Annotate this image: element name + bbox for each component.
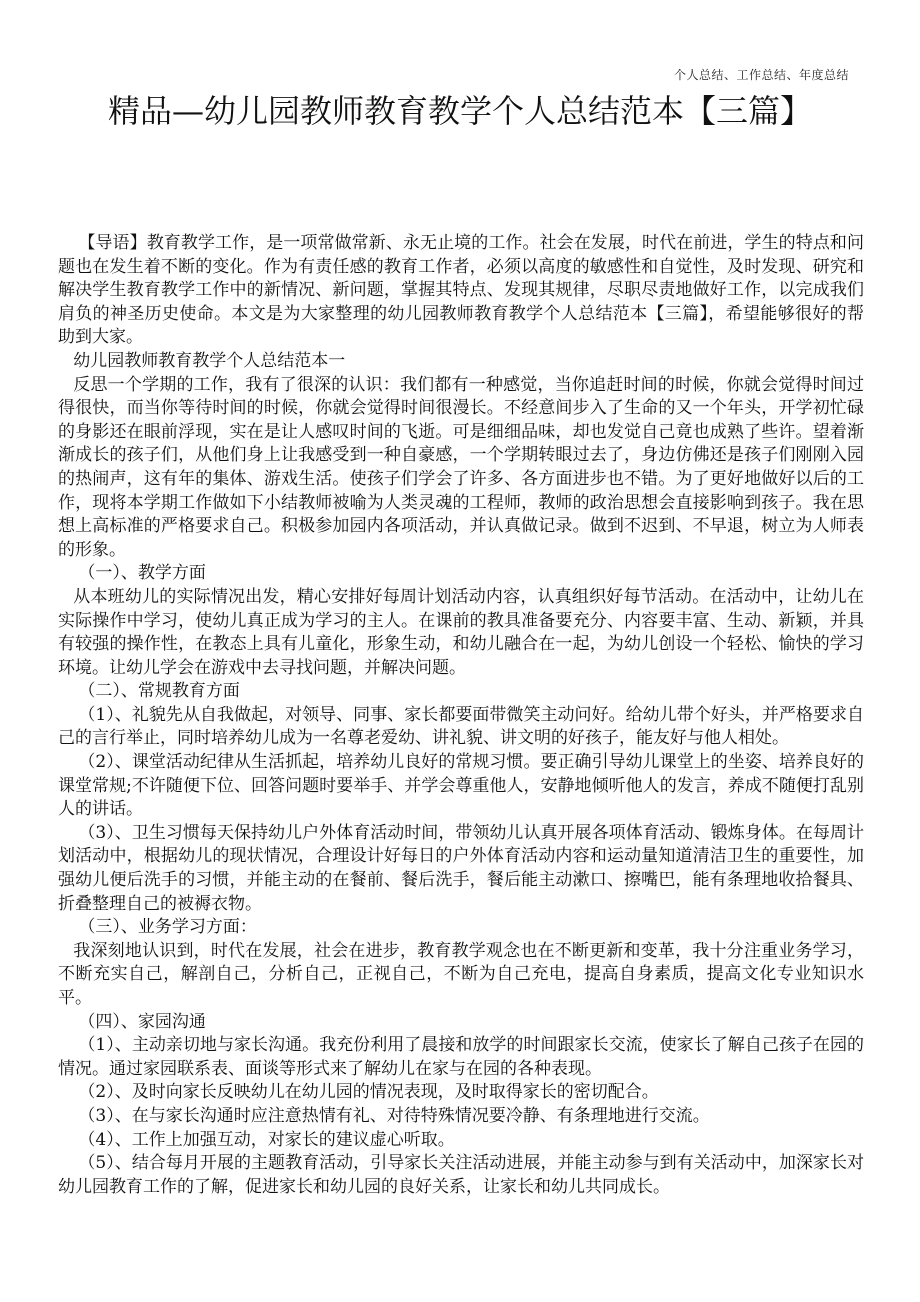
subsection-heading: （一）、教学方面 <box>78 563 206 584</box>
body-paragraph: 反思一个学期的工作，我有了很深的认识：我们都有一种感觉，当你追赶时间的时候，你就会觉得时间过得很快，而当你等待时间的时候，你就会觉得时间很漫长。不经意间步入了生命的又一个年头，开学初忙碌的身影还在眼前浮现，实在是让人感叹时间的飞逝。可是细细品味，却也发觉自己竟也成熟了些许。望着渐渐成长的孩子们，从他们身上让我感受到一种自豪感，一个学期转眼过去了，身边仿佛还是孩子们刚刚入园的热闹声，这有年的集体、游戏生活。使孩子们学会了许多、各方面进步也不错。为了更好地做好以后的工作，现将本学期工作做如下小结教师被喻为人类灵魂的工程师，教师的政治思想会直接影响到孩子。我在思想上高标准的严格要求自己。积极参加园内各项活动，并认真做记录。做到不迟到、不早退，树立为人师表的形象。 <box>58 374 864 560</box>
subsection-heading: （四）、家园沟通 <box>78 1011 206 1032</box>
header-note: 个人总结、工作总结、年度总结 <box>673 68 849 82</box>
list-item: （3）、在与家长沟通时应注意热情有礼、对待特殊情况要冷静、有条理地进行交流。 <box>78 1105 710 1126</box>
intro-paragraph: 【导语】教育教学工作，是一项常做常新、永无止境的工作。社会在发展，时代在前进，学生的特点和问题也在发生着不断的变化。作为有责任感的教育工作者，必须以高度的敏感性和自觉性，及时发现、研究和解决学生教育教学工作中的新情况、新问题，掌握其特点、发现其规律，尽职尽责地做好工作，以完成我们肩负的神圣历史使命。本文是为大家整理的幼儿园教师教育教学个人总结范本【三篇】，希望能够很好的帮助到大家。 <box>58 233 864 348</box>
list-item: （2）、及时向家长反映幼儿在幼儿园的情况表现，及时取得家长的密切配合。 <box>78 1082 659 1103</box>
list-item: （4）、工作上加强互动，对家长的建议虚心听取。 <box>78 1129 455 1150</box>
body-paragraph: 我深刻地认识到，时代在发展，社会在进步，教育教学观念也在不断更新和变革，我十分注重业务学习，不断充实自己，解剖自己，分析自己，正视自己，不断为自己充电，提高自身素质，提高文化专业知识水平。 <box>58 940 864 1008</box>
list-item: （1）、主动亲切地与家长沟通。我充份利用了晨接和放学的时间跟家长交流，使家长了解自己孩子在园的情况。通过家园联系表、面谈等形式来了解幼儿在家与在园的各种表现。 <box>58 1035 864 1079</box>
subsection-heading: （三）、业务学习方面： <box>78 917 257 938</box>
list-item: （1）、礼貌先从自我做起，对领导、同事、家长都要面带微笑主动问好。给幼儿带个好头，并严格要求自己的言行举止，同时培养幼儿成为一名尊老爱幼、讲礼貌、讲文明的好孩子，能友好与他人相处。 <box>58 704 864 749</box>
list-item: （2）、课堂活动纪律从生活抓起，培养幼儿良好的常规习惯。要正确引导幼儿课堂上的坐姿、培养良好的课堂常规;不许随便下位、回答问题时要举手、并学会尊重他人，安静地倾听他人的发言，养成不随便打乱别人的讲话。 <box>58 752 864 820</box>
document-body <box>58 232 864 1199</box>
body-paragraph: 从本班幼儿的实际情况出发，精心安排好每周计划活动内容，认真组织好每节活动。在活动中，让幼儿在实际操作中学习，使幼儿真正成为学习的主人。在课前的教具准备要充分、内容要丰富、生动、新颖，并具有较强的操作性，在教态上具有儿童化，形象生动，和幼儿融合在一起，为幼儿创设一个轻松、愉快的学习环境。让幼儿学会在游戏中去寻找问题，并解决问题。 <box>58 586 864 678</box>
list-item: （3）、卫生习惯每天保持幼儿户外体育活动时间，带领幼儿认真开展各项体育活动、锻炼身体。在每周计划活动中，根据幼儿的现状情况，合理设计好每日的户外体育活动内容和运动量知道清洁卫生的重要性，加强幼儿便后洗手的习惯，并能主动的在餐前、餐后洗手，餐后能主动漱口、擦嘴巴，能有条理地收拾餐具、折叠整理自己的被褥衣物。 <box>58 822 864 914</box>
document-title: 精品—幼儿园教师教育教学个人总结范本【三篇】 <box>107 92 812 130</box>
list-item: （5）、结合每月开展的主题教育活动，引导家长关注活动进展，并能主动参与到有关活动中，加深家长对幼儿园教育工作的了解，促进家长和幼儿园的良好关系，让家长和幼儿共同成长。 <box>58 1153 864 1197</box>
section-heading: 幼儿园教师教育教学个人总结范本一 <box>73 350 346 371</box>
subsection-heading: （二）、常规教育方面 <box>78 681 240 702</box>
